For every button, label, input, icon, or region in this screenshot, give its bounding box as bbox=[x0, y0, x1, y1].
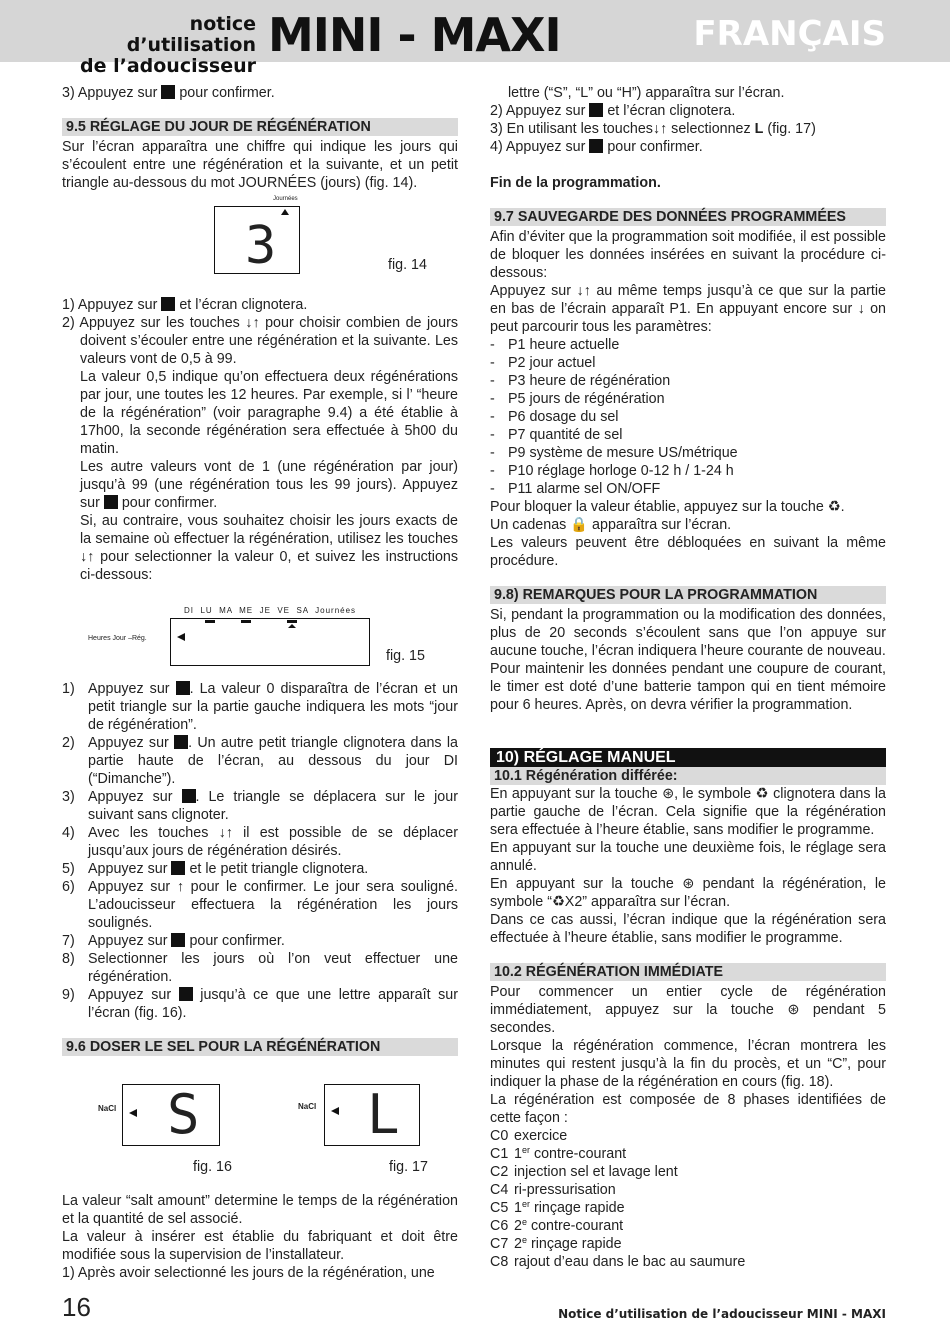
lcd-digit: 3 bbox=[245, 216, 277, 276]
parameter-item: - P11 alarme sel ON/OFF bbox=[490, 481, 661, 497]
parameter-item: - P6 dosage du sel bbox=[490, 409, 619, 425]
section-9-7-para-1: Afin d’éviter que la programmation soit modifiée, il est possible de bloquer les données insérées en suivant la procédure ci-dessous: bbox=[490, 229, 886, 281]
triangle-icon bbox=[177, 633, 185, 641]
step-2-values: Les autre valeurs vont de 1 (une régénération par jour) jusqu’à 99 (une régénération tous les 99 jours). Appuyez sur pour confirmer. bbox=[80, 459, 458, 511]
section-9-6-para-3: 1) Après avoir selectionné les jours de la régénération, une bbox=[62, 1265, 435, 1281]
weekday-step: 8) Selectionner les jours où l’on veut effectuer une régénération. bbox=[62, 951, 458, 985]
step-2-weekdays: Si, au contraire, vous souhaitez choisir les jours exacts de la semaine où effectuer la régénération, utilisez les touches ↓↑ pour selectionner la valeur 0, et suivez les instructions ci-dessous: bbox=[80, 513, 458, 583]
figure-label: fig. 15 bbox=[386, 648, 425, 664]
phase-item: C5 1er rinçage rapide bbox=[490, 1199, 625, 1216]
section-9-8-para-2: Pour maintenir les données pendant une coupure de courant, le timer est doté d’une batterie tampon qui en tient mémoire pour 6 heures. Après, on devra vérifier la programmation. bbox=[490, 661, 886, 713]
phase-item: C8 rajout d’eau dans le bac au saumure bbox=[490, 1254, 746, 1270]
figures-16-17 bbox=[62, 1058, 458, 1180]
phase-list bbox=[490, 1127, 886, 1271]
triangle-icon bbox=[129, 1109, 137, 1117]
step-2-detail: La valeur 0,5 indique qu’on effectuera deux régénérations par jour, une toutes les 12 heures. Par exemple, si l’ “heure de la régénération” (voir paragraphe 9.4) a été établie à 17h00, la seconde régénération sera effectuée à 5h00 du matin. bbox=[80, 369, 458, 457]
parameter-item: - P5 jours de régénération bbox=[490, 391, 665, 407]
step-1-cont: lettre (“S”, “L” ou “H”) apparaîtra sur l’écran. bbox=[508, 85, 785, 101]
lcd-display bbox=[170, 618, 370, 666]
step-1: 1) Appuyez sur et l’écran clignotera. bbox=[62, 297, 308, 313]
section-9-5-heading: 9.5 RÉGLAGE DU JOUR DE RÉGÉNÉRATION bbox=[62, 118, 458, 136]
set-button-icon bbox=[589, 103, 603, 117]
weekday-step: 1) Appuyez sur . La valeur 0 disparaîtra de l’écran et un petit triangle sur la partie gauche indiquera les mots “jour de régénération”. bbox=[62, 681, 458, 733]
weekday-step: 5) Appuyez sur et le petit triangle clignotera. bbox=[62, 861, 369, 877]
section-9-6-para-1: La valeur “salt amount” determine le temps de la régénération et la quantité de sel associé. bbox=[62, 1193, 458, 1227]
step-4: 4) Appuyez sur pour confirmer. bbox=[490, 139, 703, 155]
set-button-icon bbox=[161, 297, 175, 311]
set-button-icon bbox=[171, 861, 185, 875]
step-2: 2) Appuyez sur les touches ↓↑ pour choisir combien de jours doivent s’écouler entre une régénération et la suivante. Les valeurs vont de 0,5 à 99. bbox=[62, 315, 458, 367]
phase-item: C1 1er contre-courant bbox=[490, 1145, 627, 1162]
triangle-icon bbox=[281, 209, 289, 215]
left-column bbox=[62, 84, 458, 1282]
parameter-item: - P3 heure de régénération bbox=[490, 373, 671, 389]
phase-item: C0 exercice bbox=[490, 1128, 568, 1144]
right-column bbox=[490, 84, 886, 1271]
figure-15 bbox=[62, 584, 458, 680]
weekday-step: 2) Appuyez sur . Un autre petit triangle clignotera dans la partie haute de l’écran, au dessous du jour DI (“Dimanche”). bbox=[62, 735, 458, 787]
parameter-item: - P10 réglage horloge 0-12 h / 1-24 h bbox=[490, 463, 734, 479]
figure-14 bbox=[62, 192, 458, 296]
header-title: MINI - MAXI bbox=[268, 8, 561, 62]
section-10-2-para-2: Lorsque la régénération commence, l’écran montrera les minutes qui restent jusqu’à la fin du procès, et un “C”, pour indiquer la phase de la régénération en cours (fig. 18). bbox=[490, 1038, 886, 1090]
lcd-letter: L bbox=[367, 1083, 400, 1146]
lcd-days: DI LU MA ME JE VE SA Journées bbox=[184, 606, 357, 615]
weekday-step: 4) Avec les touches ↓↑ il est possible de se déplacer jusqu’aux jours de régénération désirés. bbox=[62, 825, 458, 859]
section-10-2-para-1: Pour commencer un entier cycle de régénération immédiatement, appuyez sur la touche ⊛ pendant 5 secondes. bbox=[490, 984, 886, 1036]
figure-label: fig. 14 bbox=[388, 257, 427, 273]
section-10-2-para-3: La régénération est composée de 8 phases identifiées de cette façon : bbox=[490, 1092, 886, 1126]
section-10-1-para-4: Dans ce cas aussi, l’écran indique que la régénération sera effectuée à l’heure établie, sans modifier le programme. bbox=[490, 912, 886, 946]
lcd-display-l bbox=[324, 1084, 420, 1146]
set-button-icon bbox=[174, 735, 188, 749]
section-10-1-para-1: En appuyant sur la touche ⊛, le symbole ♻ clignotera dans la partie gauche de l’écran. Cela signifie que la régénération sera effectuée à l’heure établie, sans modifier le programme. bbox=[490, 786, 886, 838]
lcd-display-s bbox=[122, 1084, 220, 1146]
triangle-icon bbox=[331, 1107, 339, 1115]
section-10-1-heading: 10.1 Régénération différée: bbox=[490, 767, 886, 785]
figure-label: fig. 16 bbox=[193, 1159, 232, 1175]
phase-item: C7 2e rinçage rapide bbox=[490, 1235, 622, 1252]
end-of-programming: Fin de la programmation. bbox=[490, 175, 661, 191]
set-button-icon bbox=[161, 85, 175, 99]
set-button-icon bbox=[589, 139, 603, 153]
parameter-item: - P9 système de mesure US/métrique bbox=[490, 445, 738, 461]
section-9-7-heading: 9.7 SAUVEGARDE DES DONNÉES PROGRAMMÉES bbox=[490, 208, 886, 226]
section-10-heading: 10) RÉGLAGE MANUEL bbox=[490, 748, 886, 767]
section-10-2-heading: 10.2 RÉGÉNÉRATION IMMÉDIATE bbox=[490, 963, 886, 981]
section-9-7-para-2: Appuyez sur ↓↑ au même temps jusqu’à ce que sur la partie en bas de l’écrain apparaît P1. En appuyant encore sur ↓ on peut parcourir tous les paramètres: bbox=[490, 283, 886, 335]
parameter-item: - P7 quantité de sel bbox=[490, 427, 623, 443]
section-9-8-heading: 9.8) REMARQUES POUR LA PROGRAMMATION bbox=[490, 586, 886, 604]
section-9-5-intro: Sur l’écran apparaîtra une chiffre qui indique les jours qui s’écoulent entre une régénération et la suivante, et un petit triangle au-dessous du mot JOURNÉES (jours) (fig. 14). bbox=[62, 139, 458, 191]
set-button-icon bbox=[104, 495, 118, 509]
step-2: 2) Appuyez sur et l’écran clignotera. bbox=[490, 103, 736, 119]
lcd-letter: S bbox=[167, 1083, 200, 1146]
set-button-icon bbox=[171, 933, 185, 947]
lcd-caption: Journées bbox=[273, 196, 298, 202]
lcd-side-label: Heures Jour –Rég. bbox=[88, 635, 147, 642]
weekday-step: 7) Appuyez sur pour confirmer. bbox=[62, 933, 285, 949]
parameter-item: - P2 jour actuel bbox=[490, 355, 596, 371]
figure-label: fig. 17 bbox=[389, 1159, 428, 1175]
weekday-steps bbox=[62, 680, 458, 1022]
step-3: 3) En utilisant les touches↓↑ selectionnez L (fig. 17) bbox=[490, 121, 816, 137]
footer-text: Notice d’utilisation de l’adoucisseur MINI - MAXI bbox=[558, 1307, 886, 1321]
section-9-8-para-1: Si, pendant la programmation ou la modification des données, plus de 20 seconds s’écoulent sans que l’on appuye sur aucune touche, l’écran indiquera l’heure courante de nouveau. bbox=[490, 607, 886, 659]
set-button-icon bbox=[176, 681, 190, 695]
parameter-list bbox=[490, 336, 886, 498]
nacl-label: NaCl bbox=[298, 1102, 317, 1111]
set-button-icon bbox=[179, 987, 193, 1001]
phase-item: C4 ri-pressurisation bbox=[490, 1182, 616, 1198]
section-9-7-para-4: Un cadenas 🔒 apparaîtra sur l’écran. bbox=[490, 517, 732, 533]
weekday-step: 3) Appuyez sur . Le triangle se déplacera sur le jour suivant sans clignoter. bbox=[62, 789, 458, 823]
section-9-6-para-2: La valeur à insérer est établie du fabriquant et doit être modifiée sous la supervision de l’installateur. bbox=[62, 1229, 458, 1263]
section-10-1-para-2: En appuyant sur la touche une deuxième fois, le réglage sera annulé. bbox=[490, 840, 886, 874]
confirm-step: 3) Appuyez sur pour confirmer. bbox=[62, 85, 275, 101]
page-number: 16 bbox=[62, 1292, 91, 1322]
phase-item: C2 injection sel et lavage lent bbox=[490, 1164, 678, 1180]
section-9-7-para-5: Les valeurs peuvent être débloquées en suivant la même procédure. bbox=[490, 535, 886, 569]
set-button-icon bbox=[182, 789, 196, 803]
lcd-display bbox=[214, 196, 300, 276]
nacl-label: NaCl bbox=[98, 1104, 117, 1113]
header-subtitle bbox=[62, 14, 256, 77]
header-subtitle-line1: notice d’utilisation bbox=[126, 13, 256, 56]
page-header bbox=[0, 0, 950, 77]
header-subtitle-line2: de l’adoucisseur bbox=[79, 55, 256, 77]
weekday-step: 9) Appuyez sur jusqu’à ce que une lettre apparaît sur l’écran (fig. 16). bbox=[62, 987, 458, 1021]
section-9-6-heading: 9.6 DOSER LE SEL POUR LA RÉGÉNÉRATION bbox=[62, 1038, 458, 1056]
weekday-step: 6) Appuyez sur ↑ pour le confirmer. Le jour sera souligné. L’adoucisseur effectuera la régénération les jours soulignés. bbox=[62, 879, 458, 931]
parameter-item: - P1 heure actuelle bbox=[490, 337, 620, 353]
section-9-7-para-3: Pour bloquer la valeur établie, appuyez sur la touche ♻. bbox=[490, 499, 845, 515]
header-language: FRANÇAIS bbox=[693, 14, 886, 54]
section-10-1-para-3: En appuyant sur la touche ⊛ pendant la régénération, le symbole “♻X2” apparaîtra sur l’écran. bbox=[490, 876, 886, 910]
phase-item: C6 2e contre-courant bbox=[490, 1217, 624, 1234]
day-markers bbox=[205, 620, 325, 628]
